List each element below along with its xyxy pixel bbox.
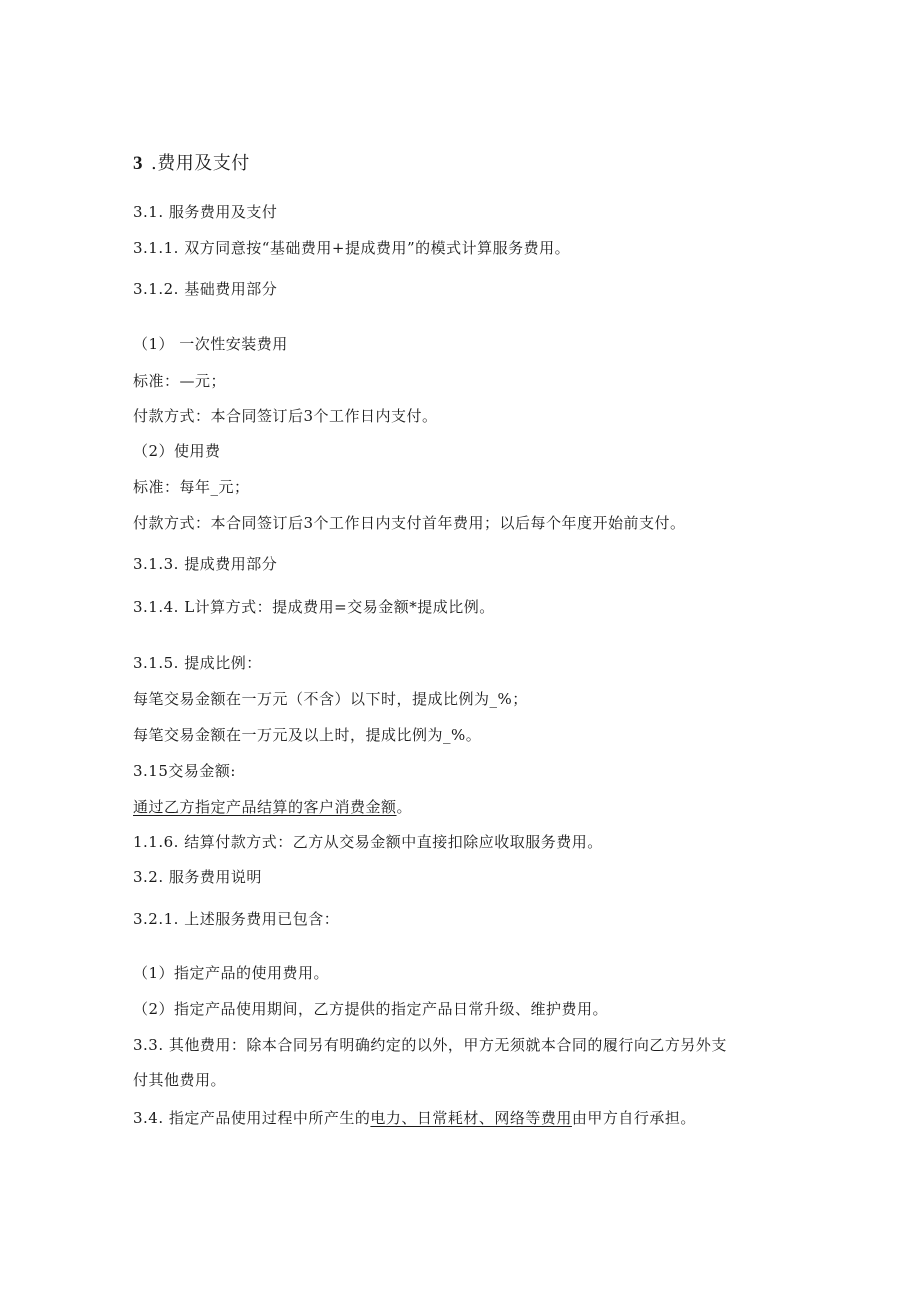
clause-3-4-pre: 3.4. 指定产品使用过程中所产生的 xyxy=(133,1109,371,1127)
usage-standard: 标准：每年_元； xyxy=(133,478,250,496)
clause-3-1-2: 3.1.2. 基础费用部分 xyxy=(133,280,278,298)
clause-3-4-underlined: 电力、日常耗材、网络等费用 xyxy=(370,1109,572,1127)
clause-3-4 xyxy=(133,1108,696,1128)
amount-definition-underlined: 通过乙方指定产品结算的客户消费金额 xyxy=(133,798,397,816)
amount-definition xyxy=(133,797,412,817)
clause-3-1-3: 3.1.3. 提成费用部分 xyxy=(133,555,278,573)
section-heading xyxy=(133,152,250,176)
clause-3-4-post: 由甲方自行承担。 xyxy=(571,1109,696,1127)
install-standard: 标准：—元； xyxy=(133,372,227,390)
amount-definition-tail: 。 xyxy=(396,798,413,816)
clause-1-1-6: 1.1.6. 结算付款方式：乙方从交易金额中直接扣除应收取服务费用。 xyxy=(133,833,603,851)
clause-3-1-4: 3.1.4. L计算方式：提成费用=交易金额*提成比例。 xyxy=(133,598,495,616)
clause-3-1-6-amount: 3.15交易金额: xyxy=(133,762,236,780)
clause-3-2: 3.2. 服务费用说明 xyxy=(133,868,262,886)
clause-3-3: 3.3. 其他费用：除本合同另有明确约定的以外，甲方无须就本合同的履行向乙方另外支 xyxy=(133,1036,727,1054)
item-usage-fee: （2）使用费 xyxy=(133,442,221,460)
clause-3-1: 3.1. 服务费用及支付 xyxy=(133,203,278,221)
install-payment: 付款方式：本合同签订后3个工作日内支付。 xyxy=(133,407,438,425)
item-one-time-install: （1） 一次性安装费用 xyxy=(133,335,288,353)
clause-3-3-continued: 付其他费用。 xyxy=(133,1071,227,1089)
ratio-below-10k: 每笔交易金额在一万元（不含）以下时，提成比例为_%； xyxy=(133,690,528,708)
clause-3-1-5: 3.1.5. 提成比例： xyxy=(133,654,262,672)
section-number: 3 xyxy=(133,153,143,174)
clause-3-1-1: 3.1.1. 双方同意按“基础费用+提成费用”的模式计算服务费用。 xyxy=(133,239,571,257)
clause-3-2-1: 3.2.1. 上述服务费用已包含： xyxy=(133,910,340,928)
usage-payment: 付款方式：本合同签订后3个工作日内支付首年费用；以后每个年度开始前支付。 xyxy=(133,514,686,532)
section-title: .费用及支付 xyxy=(151,153,250,174)
included-item-2: （2）指定产品使用期间，乙方提供的指定产品日常升级、维护费用。 xyxy=(133,1000,609,1018)
included-item-1: （1）指定产品的使用费用。 xyxy=(133,964,330,982)
ratio-above-10k: 每笔交易金额在一万元及以上时，提成比例为_%。 xyxy=(133,726,482,744)
